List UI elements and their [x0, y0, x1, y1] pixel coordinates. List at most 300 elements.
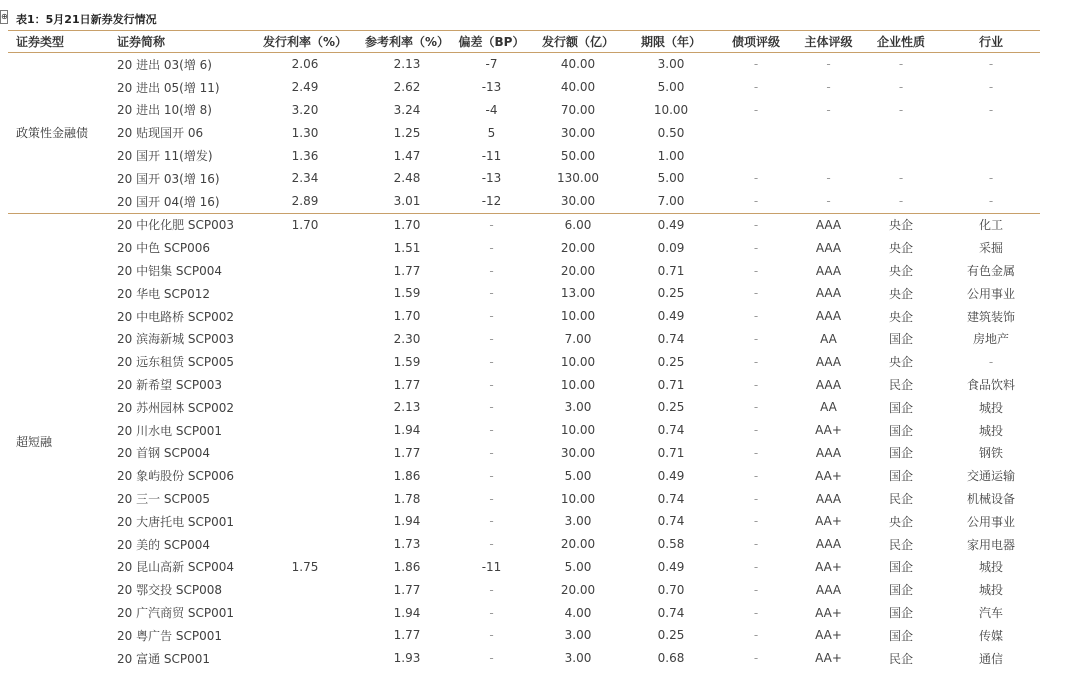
cell-issue-amount: 30.00: [560, 194, 596, 209]
cell-enterprise-nature: 国企: [888, 446, 913, 461]
cell-enterprise-nature: 国企: [888, 583, 913, 598]
cell-issuer-rating: AA+: [815, 605, 842, 620]
cell-issuer-rating: -: [826, 57, 831, 72]
cell-issuer-rating: -: [826, 194, 831, 209]
cell-security-type: 政策性金融债: [16, 126, 89, 141]
cell-bond-rating: -: [753, 286, 759, 301]
cell-term: 1.00: [657, 148, 685, 163]
cell-issuer-rating: AAA: [815, 286, 842, 301]
cell-issue-rate: [250, 647, 360, 670]
cell-security-name: 20 贴现国开 06: [117, 126, 204, 141]
cell-enterprise-nature: 央企: [888, 286, 913, 301]
cell-industry: 城投: [978, 583, 1003, 598]
cell-bond-rating: -: [753, 582, 759, 597]
cell-term: 0.49: [657, 468, 685, 483]
cell-industry: 家用电器: [966, 537, 1015, 552]
cell-industry: 有色金属: [966, 264, 1015, 279]
cell-enterprise-nature: 国企: [888, 628, 913, 643]
cell-bond-rating: -: [753, 423, 759, 438]
cell-reference-rate: 1.47: [393, 148, 421, 163]
cell-issue-amount: 4.00: [564, 605, 592, 620]
cell-issue-amount: 3.00: [564, 651, 592, 666]
cell-security-name: 20 国开 03(增 16): [117, 171, 220, 186]
cell-term: 3.00: [657, 57, 685, 72]
cell-enterprise-nature: [860, 144, 942, 167]
table-row: [8, 556, 1040, 579]
header-issue-amount: 发行额（亿）: [529, 31, 627, 53]
cell-bond-rating: -: [753, 80, 759, 95]
cell-issue-rate: [250, 442, 360, 465]
cell-issuer-rating: AA: [820, 331, 837, 346]
cell-issue-rate: [250, 464, 360, 487]
header-enterprise-nature: 企业性质: [860, 31, 942, 53]
cell-issue-amount: 10.00: [560, 377, 596, 392]
cell-enterprise-nature: 国企: [888, 423, 913, 438]
cell-security-type: 超短融: [8, 213, 109, 669]
cell-security-name: 20 进出 05(增 11): [117, 80, 220, 95]
cell-issue-rate: [250, 419, 360, 442]
cell-bond-rating: -: [715, 213, 797, 236]
cell-term: 0.58: [657, 537, 685, 552]
table-row: [8, 53, 1040, 76]
cell-issue-rate: [250, 533, 360, 556]
cell-issue-rate: 1.70: [250, 213, 360, 236]
table-caption: 表1：5月21日新券发行情况: [16, 13, 157, 26]
cell-industry: 建筑装饰: [966, 309, 1015, 324]
table-row: [8, 350, 1040, 373]
cell-bond-rating: -: [753, 331, 759, 346]
cell-enterprise-nature: -: [898, 194, 904, 209]
cell-reference-rate: 1.78: [393, 491, 421, 506]
cell-issuer-rating: AA+: [815, 559, 842, 574]
cell-issue-rate: 1.30: [291, 125, 319, 140]
header-term: 期限（年）: [627, 31, 715, 53]
cell-reference-rate: 1.86: [393, 468, 421, 483]
cell-bond-rating: [715, 121, 797, 144]
cell-bond-rating: [715, 144, 797, 167]
cell-issue-amount: 7.00: [564, 331, 592, 346]
header-deviation: 偏差（BP）: [454, 31, 529, 53]
cell-issuer-rating: AAA: [815, 491, 842, 506]
cell-term: 0.74: [657, 605, 685, 620]
table-header-row: [8, 31, 1040, 53]
table-row: [8, 624, 1040, 647]
cell-deviation: -: [489, 537, 494, 552]
cell-deviation: -7: [485, 57, 498, 72]
cell-issue-rate: [250, 236, 360, 259]
cell-reference-rate: 1.77: [393, 445, 421, 460]
table-row: [8, 601, 1040, 624]
cell-bond-rating: -: [753, 309, 759, 324]
cell-issue-amount: 70.00: [560, 102, 596, 117]
cell-term: 0.74: [657, 491, 685, 506]
cell-issue-amount: 30.00: [560, 445, 596, 460]
cell-term: 0.25: [657, 400, 685, 415]
cell-term: 0.71: [657, 263, 685, 278]
table-row: [8, 373, 1040, 396]
cell-enterprise-nature: 央企: [860, 213, 942, 236]
bond-issuance-table: [8, 30, 1040, 670]
cell-reference-rate: 1.73: [393, 537, 421, 552]
cell-industry: [942, 144, 1040, 167]
cell-reference-rate: 2.13: [393, 400, 421, 415]
cell-enterprise-nature: -: [898, 80, 904, 95]
cell-enterprise-nature: 央企: [888, 355, 913, 370]
header-security-type: 证券类型: [8, 31, 109, 53]
cell-issuer-rating: AAA: [815, 582, 842, 597]
cell-issue-rate: [250, 487, 360, 510]
cell-term: 0.25: [657, 354, 685, 369]
table-row: [8, 533, 1040, 556]
cell-deviation: -13: [481, 171, 502, 186]
cell-issuer-rating: AA+: [815, 468, 842, 483]
cell-issue-amount: 3.00: [564, 514, 592, 529]
cell-deviation: -12: [481, 194, 502, 209]
cell-issue-amount: 30.00: [560, 125, 596, 140]
cell-issue-amount: 5.00: [564, 559, 592, 574]
cell-issuer-rating: [797, 121, 860, 144]
cell-security-name: 20 中电路桥 SCP002: [117, 309, 235, 324]
cell-deviation: -: [489, 582, 494, 597]
cell-industry: 城投: [978, 400, 1003, 415]
cell-term: 0.49: [627, 213, 715, 236]
cell-bond-rating: -: [753, 57, 759, 72]
cell-deviation: -11: [481, 559, 502, 574]
cell-issue-rate: [250, 350, 360, 373]
cell-reference-rate: 3.01: [393, 194, 421, 209]
cell-enterprise-nature: [860, 121, 942, 144]
cell-bond-rating: -: [753, 537, 759, 552]
cell-reference-rate: 1.94: [393, 605, 421, 620]
cell-bond-rating: -: [753, 194, 759, 209]
cell-issue-amount: 6.00: [529, 213, 627, 236]
cell-deviation: -: [489, 468, 494, 483]
cell-bond-rating: -: [753, 263, 759, 278]
cell-issuer-rating: AA+: [815, 651, 842, 666]
cell-issue-rate: [250, 624, 360, 647]
cell-issue-amount: 10.00: [560, 423, 596, 438]
cell-issue-rate: [250, 328, 360, 351]
cell-bond-rating: -: [753, 102, 759, 117]
cell-issuer-rating: AAA: [815, 240, 842, 255]
cell-reference-rate: 1.86: [393, 559, 421, 574]
cell-issue-amount: 130.00: [557, 171, 599, 186]
cell-security-name: 20 进出 03(增 6): [117, 57, 212, 72]
cell-enterprise-nature: 央企: [888, 264, 913, 279]
cell-industry: 公用事业: [966, 286, 1015, 301]
cell-issue-amount: 10.00: [560, 354, 596, 369]
cell-issuer-rating: AAA: [815, 354, 842, 369]
cell-security-name: 20 国开 04(增 16): [117, 194, 220, 209]
cell-deviation: -: [454, 213, 529, 236]
cell-term: 0.49: [657, 559, 685, 574]
cell-industry: -: [988, 80, 994, 95]
cell-issue-rate: 2.89: [291, 194, 319, 209]
cell-reference-rate: 1.94: [393, 423, 421, 438]
header-issue-rate: 发行利率（%）: [250, 31, 360, 53]
cell-industry: 机械设备: [966, 492, 1015, 507]
cell-term: 0.74: [657, 514, 685, 529]
cell-issuer-rating: -: [826, 102, 831, 117]
cell-bond-rating: -: [753, 171, 759, 186]
cell-enterprise-nature: 民企: [888, 492, 913, 507]
cell-security-name: 20 华电 SCP012: [117, 286, 211, 301]
cell-security-name: 20 远东租赁 SCP005: [117, 355, 235, 370]
table-row: [8, 190, 1040, 213]
cell-issue-rate: [250, 305, 360, 328]
cell-security-name: 20 大唐托电 SCP001: [117, 514, 235, 529]
header-industry: 行业: [942, 31, 1040, 53]
cell-issue-amount: 3.00: [564, 400, 592, 415]
cell-industry: 化工: [942, 213, 1040, 236]
cell-term: 0.71: [657, 445, 685, 460]
cell-bond-rating: -: [753, 491, 759, 506]
cell-reference-rate: 1.70: [360, 213, 454, 236]
cell-issuer-rating: [797, 144, 860, 167]
cell-deviation: -: [489, 331, 494, 346]
cell-reference-rate: 1.70: [393, 309, 421, 324]
cell-issue-rate: [250, 578, 360, 601]
cell-deviation: -: [489, 377, 494, 392]
cell-reference-rate: 1.94: [393, 514, 421, 529]
cell-security-name: 20 中铝集 SCP004: [117, 264, 223, 279]
cell-issue-rate: [250, 510, 360, 533]
cell-issue-amount: 13.00: [560, 286, 596, 301]
cell-issue-rate: 1.75: [291, 559, 319, 574]
cell-security-name: 20 富通 SCP001: [117, 651, 211, 666]
cell-security-name: 20 进出 10(增 8): [117, 103, 212, 118]
cell-issue-rate: 2.49: [291, 80, 319, 95]
cell-reference-rate: 1.59: [393, 286, 421, 301]
cell-term: 7.00: [657, 194, 685, 209]
table-row: [8, 442, 1040, 465]
cell-term: 5.00: [657, 80, 685, 95]
cell-deviation: 5: [487, 125, 496, 140]
cell-deviation: -: [489, 605, 494, 620]
cell-deviation: -: [489, 423, 494, 438]
cell-enterprise-nature: 民企: [888, 537, 913, 552]
table-row: [8, 396, 1040, 419]
cell-issue-rate: [250, 259, 360, 282]
cell-industry: 食品饮料: [966, 378, 1015, 393]
cell-bond-rating: -: [753, 559, 759, 574]
cell-issuer-rating: -: [826, 80, 831, 95]
cell-deviation: -: [489, 240, 494, 255]
cell-enterprise-nature: 民企: [888, 378, 913, 393]
cell-bond-rating: -: [753, 377, 759, 392]
cell-term: 0.74: [657, 423, 685, 438]
cell-enterprise-nature: 央企: [888, 309, 913, 324]
cell-deviation: -: [489, 445, 494, 460]
cell-deviation: -: [489, 514, 494, 529]
cell-issue-amount: 5.00: [564, 468, 592, 483]
cell-security-name: 20 新希望 SCP003: [117, 378, 223, 393]
cell-bond-rating: -: [753, 468, 759, 483]
cell-bond-rating: -: [753, 628, 759, 643]
cell-security-name: 20 昆山高新 SCP004: [117, 560, 235, 575]
table-anchor-icon[interactable]: ⊕: [0, 10, 8, 24]
cell-issue-rate: [250, 396, 360, 419]
table-row: [8, 464, 1040, 487]
cell-issuer-rating: AA+: [815, 628, 842, 643]
cell-bond-rating: -: [753, 400, 759, 415]
cell-issuer-rating: AA: [820, 400, 837, 415]
table-row: [8, 121, 1040, 144]
cell-security-name: 20 首钢 SCP004: [117, 446, 211, 461]
cell-industry: 交通运输: [966, 469, 1015, 484]
table-row: [8, 99, 1040, 122]
cell-industry: 采掘: [978, 241, 1003, 256]
cell-issue-amount: 10.00: [560, 491, 596, 506]
cell-deviation: -: [489, 400, 494, 415]
cell-enterprise-nature: -: [898, 171, 904, 186]
cell-deviation: -: [489, 651, 494, 666]
cell-security-name: 20 川水电 SCP001: [117, 423, 223, 438]
cell-industry: 通信: [978, 651, 1003, 666]
cell-issuer-rating: AA+: [815, 423, 842, 438]
cell-issuer-rating: AAA: [815, 309, 842, 324]
cell-security-name: 20 粤广告 SCP001: [117, 628, 223, 643]
table-row: [8, 647, 1040, 670]
table-row: [8, 167, 1040, 190]
cell-industry: 钢铁: [978, 446, 1003, 461]
cell-issuer-rating: AAA: [815, 537, 842, 552]
cell-industry: 汽车: [978, 606, 1003, 621]
cell-security-name: 20 广汽商贸 SCP001: [117, 606, 235, 621]
cell-reference-rate: 2.30: [393, 331, 421, 346]
cell-industry: 城投: [978, 423, 1003, 438]
cell-term: 0.25: [657, 286, 685, 301]
cell-security-name: 20 美的 SCP004: [117, 537, 211, 552]
cell-bond-rating: -: [753, 651, 759, 666]
table-row: [8, 282, 1040, 305]
cell-enterprise-nature: 国企: [888, 606, 913, 621]
cell-enterprise-nature: -: [898, 57, 904, 72]
cell-term: 0.25: [657, 628, 685, 643]
cell-issue-rate: 2.34: [291, 171, 319, 186]
cell-security-name: 20 象屿股份 SCP006: [117, 469, 235, 484]
cell-industry: 城投: [978, 560, 1003, 575]
cell-term: 10.00: [653, 102, 689, 117]
cell-enterprise-nature: 国企: [888, 560, 913, 575]
cell-bond-rating: -: [753, 354, 759, 369]
cell-industry: [942, 121, 1040, 144]
cell-bond-rating: -: [753, 445, 759, 460]
cell-enterprise-nature: -: [898, 102, 904, 117]
cell-bond-rating: -: [753, 240, 759, 255]
cell-security-name: 20 三一 SCP005: [117, 492, 211, 507]
cell-deviation: -: [489, 354, 494, 369]
table-row: [8, 510, 1040, 533]
cell-industry: -: [988, 354, 994, 369]
cell-reference-rate: 1.77: [393, 582, 421, 597]
cell-issue-amount: 20.00: [560, 263, 596, 278]
cell-enterprise-nature: 民企: [888, 651, 913, 666]
cell-industry: -: [988, 102, 994, 117]
cell-reference-rate: 1.77: [393, 377, 421, 392]
cell-term: 0.50: [657, 125, 685, 140]
cell-issue-amount: 40.00: [560, 80, 596, 95]
cell-issue-amount: 10.00: [560, 309, 596, 324]
cell-industry: 传媒: [978, 628, 1003, 643]
cell-deviation: -: [489, 309, 494, 324]
cell-term: 0.49: [657, 309, 685, 324]
cell-reference-rate: 3.24: [393, 102, 421, 117]
cell-deviation: -4: [485, 102, 498, 117]
cell-security-name: 20 国开 11(增发): [117, 149, 213, 164]
cell-issue-amount: 50.00: [560, 148, 596, 163]
cell-enterprise-nature: 国企: [888, 332, 913, 347]
cell-security-name: 20 中化化肥 SCP003: [109, 213, 250, 236]
cell-issue-rate: [250, 601, 360, 624]
cell-issue-rate: 3.20: [291, 102, 319, 117]
cell-reference-rate: 1.25: [393, 125, 421, 140]
cell-issuer-rating: AAA: [797, 213, 860, 236]
cell-industry: 公用事业: [966, 514, 1015, 529]
cell-reference-rate: 1.51: [393, 240, 421, 255]
cell-term: 0.70: [657, 582, 685, 597]
cell-industry: -: [988, 194, 994, 209]
cell-issue-rate: [250, 282, 360, 305]
cell-reference-rate: 1.77: [393, 263, 421, 278]
header-issuer-rating: 主体评级: [797, 31, 860, 53]
cell-deviation: -: [489, 491, 494, 506]
cell-reference-rate: 2.62: [393, 80, 421, 95]
cell-enterprise-nature: 国企: [888, 469, 913, 484]
cell-reference-rate: 2.48: [393, 171, 421, 186]
cell-issuer-rating: -: [826, 171, 831, 186]
cell-reference-rate: 1.93: [393, 651, 421, 666]
cell-industry: -: [988, 57, 994, 72]
cell-industry: 房地产: [972, 332, 1009, 347]
table-row: [8, 236, 1040, 259]
cell-security-name: 20 中色 SCP006: [117, 241, 211, 256]
table-row: [8, 419, 1040, 442]
table-row: [8, 578, 1040, 601]
header-security-name: 证券简称: [109, 31, 250, 53]
cell-issue-rate: 1.36: [291, 148, 319, 163]
cell-term: 0.71: [657, 377, 685, 392]
table-row: [8, 144, 1040, 167]
cell-deviation: -13: [481, 80, 502, 95]
cell-issuer-rating: AAA: [815, 445, 842, 460]
cell-issue-amount: 20.00: [560, 537, 596, 552]
cell-enterprise-nature: 央企: [888, 241, 913, 256]
cell-reference-rate: 1.77: [393, 628, 421, 643]
cell-reference-rate: 2.13: [393, 57, 421, 72]
cell-reference-rate: 1.59: [393, 354, 421, 369]
cell-issue-rate: 2.06: [291, 57, 319, 72]
cell-deviation: -: [489, 286, 494, 301]
cell-term: 0.74: [657, 331, 685, 346]
cell-issue-amount: 40.00: [560, 57, 596, 72]
cell-bond-rating: -: [753, 605, 759, 620]
table-row: [8, 213, 1040, 236]
cell-security-name: 20 滨海新城 SCP003: [117, 332, 235, 347]
table-row: [8, 259, 1040, 282]
cell-bond-rating: -: [753, 514, 759, 529]
cell-term: 0.68: [657, 651, 685, 666]
cell-issue-amount: 20.00: [560, 240, 596, 255]
cell-issuer-rating: AAA: [815, 377, 842, 392]
cell-issuer-rating: AA+: [815, 514, 842, 529]
cell-issuer-rating: AAA: [815, 263, 842, 278]
cell-deviation: -: [489, 628, 494, 643]
cell-enterprise-nature: 央企: [888, 514, 913, 529]
cell-term: 0.09: [657, 240, 685, 255]
table-row: [8, 305, 1040, 328]
cell-issue-rate: [250, 373, 360, 396]
